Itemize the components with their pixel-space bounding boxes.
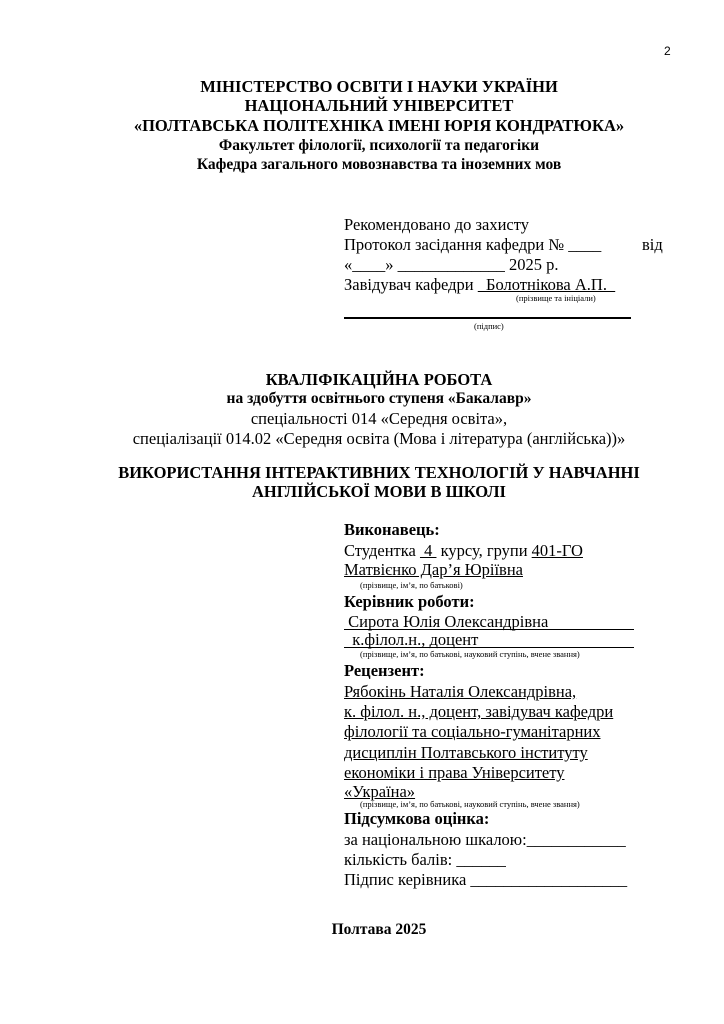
- student-prefix: Студентка: [344, 541, 420, 560]
- supervisor-caption: (прізвище, ім’я, по батькові, науковий ступінь, вчене звання): [360, 649, 580, 659]
- author-label: Виконавець:: [344, 520, 440, 539]
- supervisor-degree-line: [344, 647, 634, 648]
- grade-points: кількість балів: ______: [344, 850, 506, 869]
- ministry: МІНІСТЕРСТВО ОСВІТИ І НАУКИ УКРАЇНИ: [200, 77, 558, 96]
- author-caption: (прізвище, ім’я, по батькові): [360, 580, 463, 590]
- work-title: КВАЛІФІКАЦІЙНА РОБОТА: [265, 370, 493, 389]
- topic-line-2: АНГЛІЙСЬКОЇ МОВИ В ШКОЛІ: [252, 482, 506, 501]
- head-label: Завідувач кафедри: [344, 275, 478, 294]
- recommended: Рекомендовано до захисту: [344, 215, 529, 234]
- grade-national: за національною шкалою:____________: [344, 830, 626, 849]
- author-name: Матвієнко Дар’я Юріївна: [344, 560, 523, 579]
- work-specialization: спеціалізації 014.02 «Середня освіта (Мова і література (англійська))»: [132, 429, 626, 448]
- city-year: Полтава 2025: [331, 921, 427, 938]
- reviewer-line: Рябокінь Наталія Олександрівна,: [344, 682, 577, 701]
- head-of-department: [344, 275, 615, 295]
- topic-line-1: ВИКОРИСТАННЯ ІНТЕРАКТИВНИХ ТЕХНОЛОГІЙ У НАВЧАННІ: [118, 463, 640, 482]
- protocol: Протокол засідання кафедри № ____: [344, 235, 602, 254]
- reviewer-label: Рецензент:: [344, 661, 425, 680]
- signature-line: [344, 317, 631, 319]
- signature-caption: (підпис): [474, 321, 504, 331]
- supervisor-degree: к.філол.н., доцент: [344, 630, 479, 649]
- page-number: 2: [664, 44, 671, 58]
- work-degree: на здобуття освітнього ступеня «Бакалавр»: [226, 390, 532, 407]
- reviewer-line: економіки і права Університету: [344, 763, 565, 782]
- university-line-2: «ПОЛТАВСЬКА ПОЛІТЕХНІКА ІМЕНІ ЮРІЯ КОНДРАТЮКА»: [133, 116, 625, 135]
- reviewer-line: «Україна»: [344, 782, 416, 801]
- work-specialty: спеціальності 014 «Середня освіта»,: [250, 409, 508, 428]
- course: 4: [419, 541, 437, 560]
- department: Кафедра загального мовознавства та іноземних мов: [196, 156, 562, 173]
- reviewer-caption: (прізвище, ім’я, по батькові, науковий ступінь, вчене звання): [360, 799, 580, 809]
- course-mid: курсу, групи: [436, 541, 532, 560]
- university-line-1: НАЦІОНАЛЬНИЙ УНІВЕРСИТЕТ: [244, 96, 514, 115]
- head-name: Болотнікова А.П.: [477, 275, 616, 294]
- reviewer-line: дисциплін Полтавського інституту: [344, 743, 588, 762]
- faculty: Факультет філології, психології та педагогіки: [218, 137, 540, 154]
- supervisor-signature: Підпис керівника ___________________: [344, 870, 628, 889]
- head-caption: (прізвище та ініціали): [516, 293, 596, 303]
- reviewer-line: к. філол. н., доцент, завідувач кафедри: [344, 702, 614, 721]
- supervisor-name: Сирота Юлія Олександрівна: [344, 612, 549, 631]
- protocol-date: «____» _____________ 2025 р.: [344, 255, 559, 274]
- group: 401-ГО: [531, 541, 583, 560]
- supervisor-label: Керівник роботи:: [344, 592, 475, 611]
- protocol-from: від: [642, 235, 663, 254]
- reviewer-line: філології та соціально-гуманітарних: [344, 722, 601, 741]
- grade-label: Підсумкова оцінка:: [344, 809, 490, 828]
- author-course-group: [344, 541, 583, 561]
